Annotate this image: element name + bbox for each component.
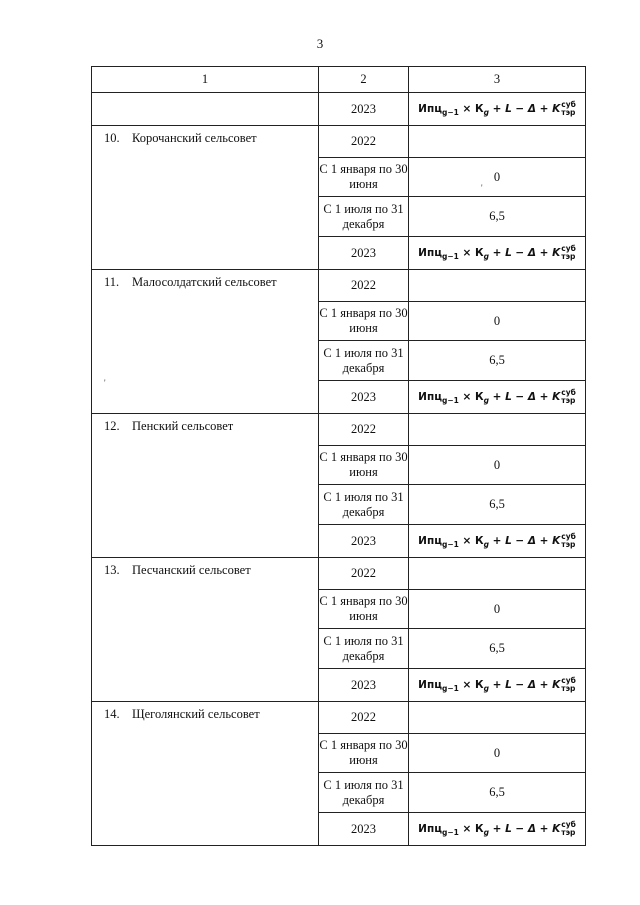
formula-base: Ипц [418,678,442,691]
header-cell-1: 1 [92,67,319,93]
formula-kt-sub: тэр [561,251,576,261]
formula-base-sub: g−1 [442,684,459,694]
formula-rest: + L − Δ + [492,822,549,835]
value-cell: 6,5 [409,485,586,525]
entry-name-cell [92,702,319,846]
formula: $Ипц_{g-1} \times К_g + L - \Delta + K$ суб тэр [418,531,576,550]
formula-cell [409,237,586,270]
value-cell: 0 [409,734,586,773]
entry-number: 11. [104,275,120,289]
period-cell: 2023 [319,525,409,558]
entry-name: Щеголянский сельсовет [132,707,260,721]
formula-rest: + L − Δ + [492,246,549,259]
formula-k: К [474,246,484,259]
formula: $Ипц_{g-1} \times К_g + L - \Delta + K$ суб тэр [418,243,576,262]
formula-base: Ипц [418,102,442,115]
entry-name-cell [92,414,319,558]
scan-speck: ' [481,183,483,193]
period-cell: 2023 [319,237,409,270]
formula-cell [409,669,586,702]
formula-cell [409,93,586,126]
period-cell: 2022 [319,270,409,302]
formula: $Ипц_{g-1} \times К_g + L - \Delta + K$ суб тэр [418,819,576,838]
header-row [92,67,586,93]
header-cell-2: 2 [319,67,409,93]
period-cell: 2023 [319,669,409,702]
formula-k-sub: g [483,828,489,838]
period-cell: С 1 января по 30 июня [319,734,409,773]
table-row [92,702,586,734]
formula-kt-sup: суб [561,387,576,397]
formula-rest: + L − Δ + [492,390,549,403]
value-cell: 0 [409,446,586,485]
formula-kt: K [552,678,561,691]
formula-base: Ипц [418,534,442,547]
entry-name: Пенский сельсовет [132,419,234,433]
entry-name: Песчанский сельсовет [132,563,251,577]
formula-k: К [474,102,484,115]
value-cell: 0 [409,590,586,629]
period-cell: 2022 [319,702,409,734]
entry-name-cell [92,126,319,270]
formula-k: К [474,390,484,403]
entry-name: Корочанский сельсовет [132,131,257,145]
formula: $Ипц_{g-1} \times К_g + L - \Delta + K$ суб тэр [418,675,576,694]
formula-base-sub: g−1 [442,828,459,838]
period-cell: С 1 июля по 31 декабря [319,485,409,525]
entry-number: 13. [104,563,120,577]
entry-number: 14. [104,707,120,721]
formula-k-sub: g [483,108,489,118]
period-cell: 2022 [319,414,409,446]
value-cell: 6,5 [409,629,586,669]
period-cell: С 1 июля по 31 декабря [319,341,409,381]
formula-kt-sup: суб [561,675,576,685]
table-row [92,270,586,302]
continuation-row [92,93,586,126]
formula-k: К [474,822,484,835]
formula-kt-sup: суб [561,243,576,253]
formula-rest: + L − Δ + [492,534,549,547]
period-cell: С 1 июля по 31 декабря [319,629,409,669]
formula-kt: K [552,246,561,259]
formula-kt-sub: тэр [561,539,576,549]
empty-value-cell [409,558,586,590]
formula: $Ипц_{g-1} \times К_g + L - \Delta + K$ суб тэр [418,387,576,406]
formula-base-sub: g−1 [442,396,459,406]
entry-number: 10. [104,131,120,145]
empty-value-cell [409,414,586,446]
entry-name: Малосолдатский сельсовет [132,275,277,289]
page-number: 3 [316,36,324,51]
formula-cell [409,813,586,846]
value-cell: 6,5 [409,197,586,237]
formula-base-sub: g−1 [442,108,459,118]
scan-speck: ' [104,378,106,388]
formula-kt: K [552,822,561,835]
formula-base: Ипц [418,246,442,259]
formula-kt: K [552,534,561,547]
period-cell: 2022 [319,126,409,158]
formula-k-sub: g [483,684,489,694]
table-row [92,126,586,158]
period-cell: С 1 июля по 31 декабря [319,773,409,813]
formula-rest: + L − Δ + [492,102,549,115]
entry-name-cell [92,558,319,702]
formula-rest: + L − Δ + [492,678,549,691]
empty-value-cell [409,126,586,158]
formula-kt: K [552,390,561,403]
formula-base-sub: g−1 [442,540,459,550]
entry-number: 12. [104,419,120,433]
formula-k-sub: g [483,252,489,262]
empty-value-cell [409,270,586,302]
period-cell: 2023 [319,93,409,126]
formula-k-sub: g [483,396,489,406]
table-row [92,558,586,590]
value-cell: 0 [409,158,586,197]
period-cell: 2023 [319,813,409,846]
formula-kt-sub: тэр [561,107,576,117]
formula-cell [409,381,586,414]
period-cell: 2023 [319,381,409,414]
table-row [92,414,586,446]
tariff-table [91,66,586,846]
formula-k: К [474,534,484,547]
period-cell: 2022 [319,558,409,590]
value-cell: 6,5 [409,773,586,813]
period-cell: С 1 июля по 31 декабря [319,197,409,237]
period-cell: С 1 января по 30 июня [319,302,409,341]
period-cell: С 1 января по 30 июня [319,158,409,197]
formula-kt-sup: суб [561,99,576,109]
formula-kt-sub: тэр [561,395,576,405]
formula-cell [409,525,586,558]
formula-kt: K [552,102,561,115]
formula-kt-sub: тэр [561,827,576,837]
empty-value-cell [409,702,586,734]
value-cell: 6,5 [409,341,586,381]
formula-kt-sup: суб [561,819,576,829]
formula-base: Ипц [418,822,442,835]
formula-k: К [474,678,484,691]
formula-kt-sub: тэр [561,683,576,693]
period-cell: С 1 января по 30 июня [319,590,409,629]
formula-k-sub: g [483,540,489,550]
formula-base: Ипц [418,390,442,403]
empty-name-cell [92,93,319,126]
value-cell: 0 [409,302,586,341]
header-cell-3: 3 [409,67,586,93]
formula-kt-sup: суб [561,531,576,541]
formula: $Ипц_{g-1} \times К_g + L - \Delta + K$ суб тэр [418,99,576,118]
period-cell: С 1 января по 30 июня [319,446,409,485]
entry-name-cell [92,270,319,414]
formula-base-sub: g−1 [442,252,459,262]
